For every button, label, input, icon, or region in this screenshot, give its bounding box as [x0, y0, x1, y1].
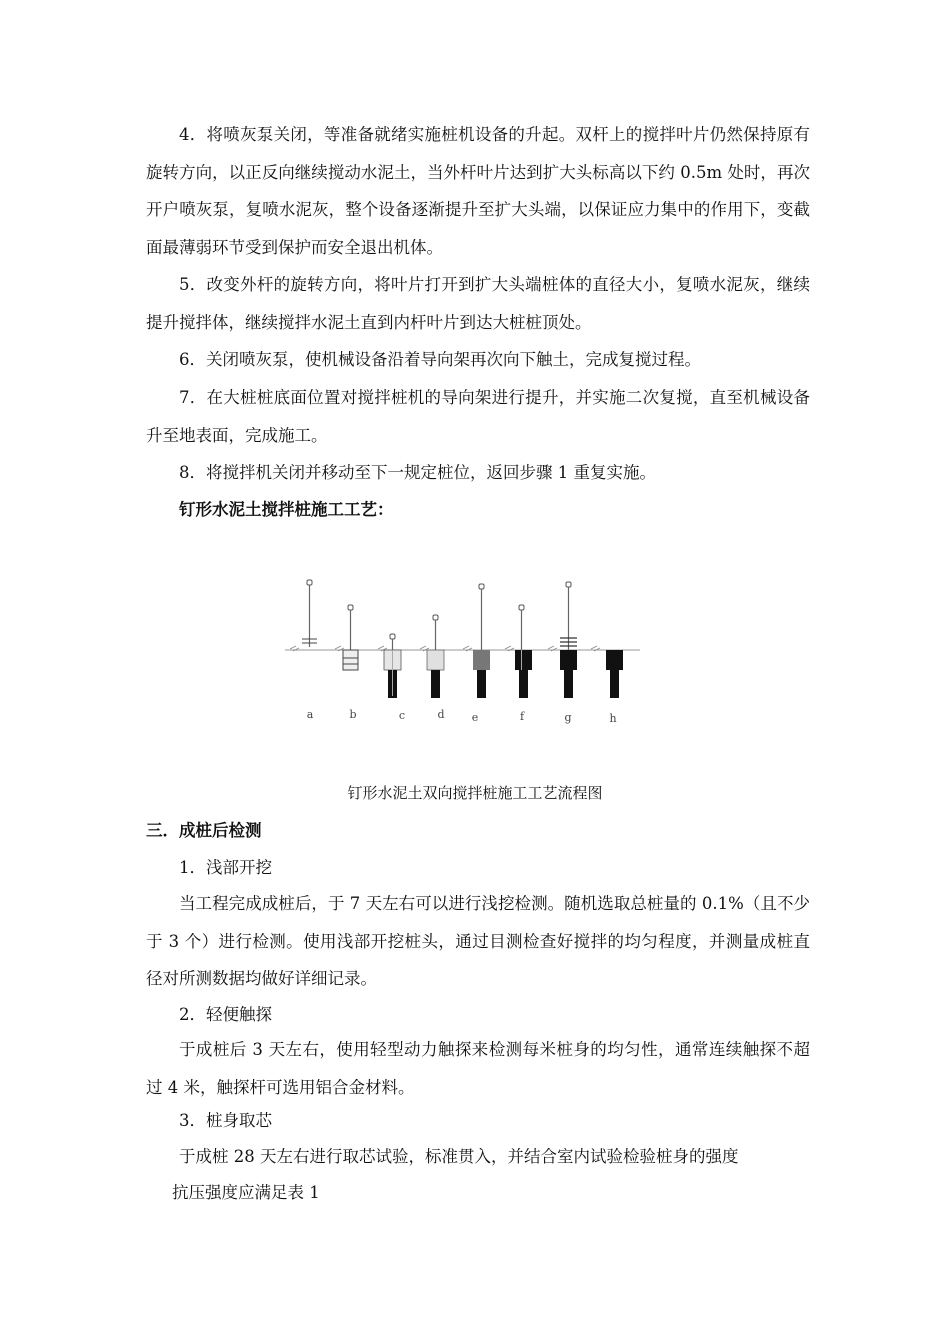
stage-label-h: h	[609, 712, 617, 725]
stage-label-a: a	[306, 708, 314, 721]
stage-label-d: d	[437, 708, 445, 721]
stage-c-machine	[384, 634, 401, 698]
stage-label-e: e	[471, 711, 479, 724]
stage-label-f: f	[519, 710, 525, 723]
stage-g-machine	[560, 582, 577, 698]
stage-d-machine	[427, 615, 444, 698]
item-1-title: 1．浅部开挖	[179, 858, 272, 877]
paragraph-step-8: 8．将搅拌机关闭并移动至下一规定桩位，返回步骤 1 重复实施。	[179, 463, 656, 482]
item-2-title: 2．轻便触探	[179, 1005, 272, 1024]
figure-caption: 钉形水泥土双向搅拌桩施工工艺流程图	[347, 784, 603, 802]
paragraph-step-5: 5．改变外杆的旋转方向，将叶片打开到扩大头端桩体的直径大小，复喷水泥灰，继续提升搅拌体，继续搅拌水泥土直到内杆叶片到达大桩桩顶处。	[146, 275, 810, 332]
stage-label-b: b	[349, 708, 357, 721]
stage-label-c: c	[398, 709, 406, 722]
paragraph-step-4: 4．将喷灰泵关闭，等准备就绪实施桩机设备的升起。双杆上的搅拌叶片仍然保持原有旋转方向，以正反向继续搅动水泥土，当外杆叶片达到扩大头标高以下约 0.5m 处时，再次开户喷灰泵，复喷水泥灰，整个设备逐渐提升至扩大头端，以保证应力集中的作用下，变截面最薄弱环节受到保护而安全退出机体。	[146, 125, 810, 257]
paragraph-step-6: 6．关闭喷灰泵，使机械设备沿着导向架再次向下触土，完成复搅过程。	[179, 350, 701, 369]
section-3-heading: 三．成桩后检测	[146, 821, 262, 840]
stage-e-machine	[473, 584, 490, 698]
stage-h-pile	[606, 650, 623, 698]
stage-a-machine	[302, 580, 317, 647]
item-3-title: 3．桩身取芯	[179, 1111, 272, 1130]
section-subheading: 钉形水泥土搅拌桩施工工艺：	[179, 500, 394, 519]
construction-process-figure	[280, 572, 650, 732]
stage-label-g: g	[564, 711, 572, 724]
item-1-text: 当工程完成成桩后，于 7 天左右可以进行浅挖检测。随机选取总桩量的 0.1%（且不少于 3 个）进行检测。使用浅部开挖桩头，通过目测检查好搅拌的均匀程度，并测量成桩直径对所测数据均做好详细记录。	[146, 894, 810, 988]
item-3-text: 于成桩 28 天左右进行取芯试验，标准贯入，并结合室内试验检验桩身的强度	[179, 1147, 739, 1166]
item-3-text-continued: 抗压强度应满足表 1	[172, 1183, 320, 1202]
paragraph-step-7: 7．在大桩桩底面位置对搅拌桩机的导向架进行提升，并实施二次复搅，直至机械设备升至地表面，完成施工。	[146, 388, 810, 445]
stage-b-machine	[343, 605, 358, 670]
stage-f-machine	[515, 605, 532, 698]
item-2-text: 于成桩后 3 天左右，使用轻型动力触探来检测每米桩身的均匀性，通常连续触探不超过 4 米，触探杆可选用铝合金材料。	[146, 1040, 810, 1097]
